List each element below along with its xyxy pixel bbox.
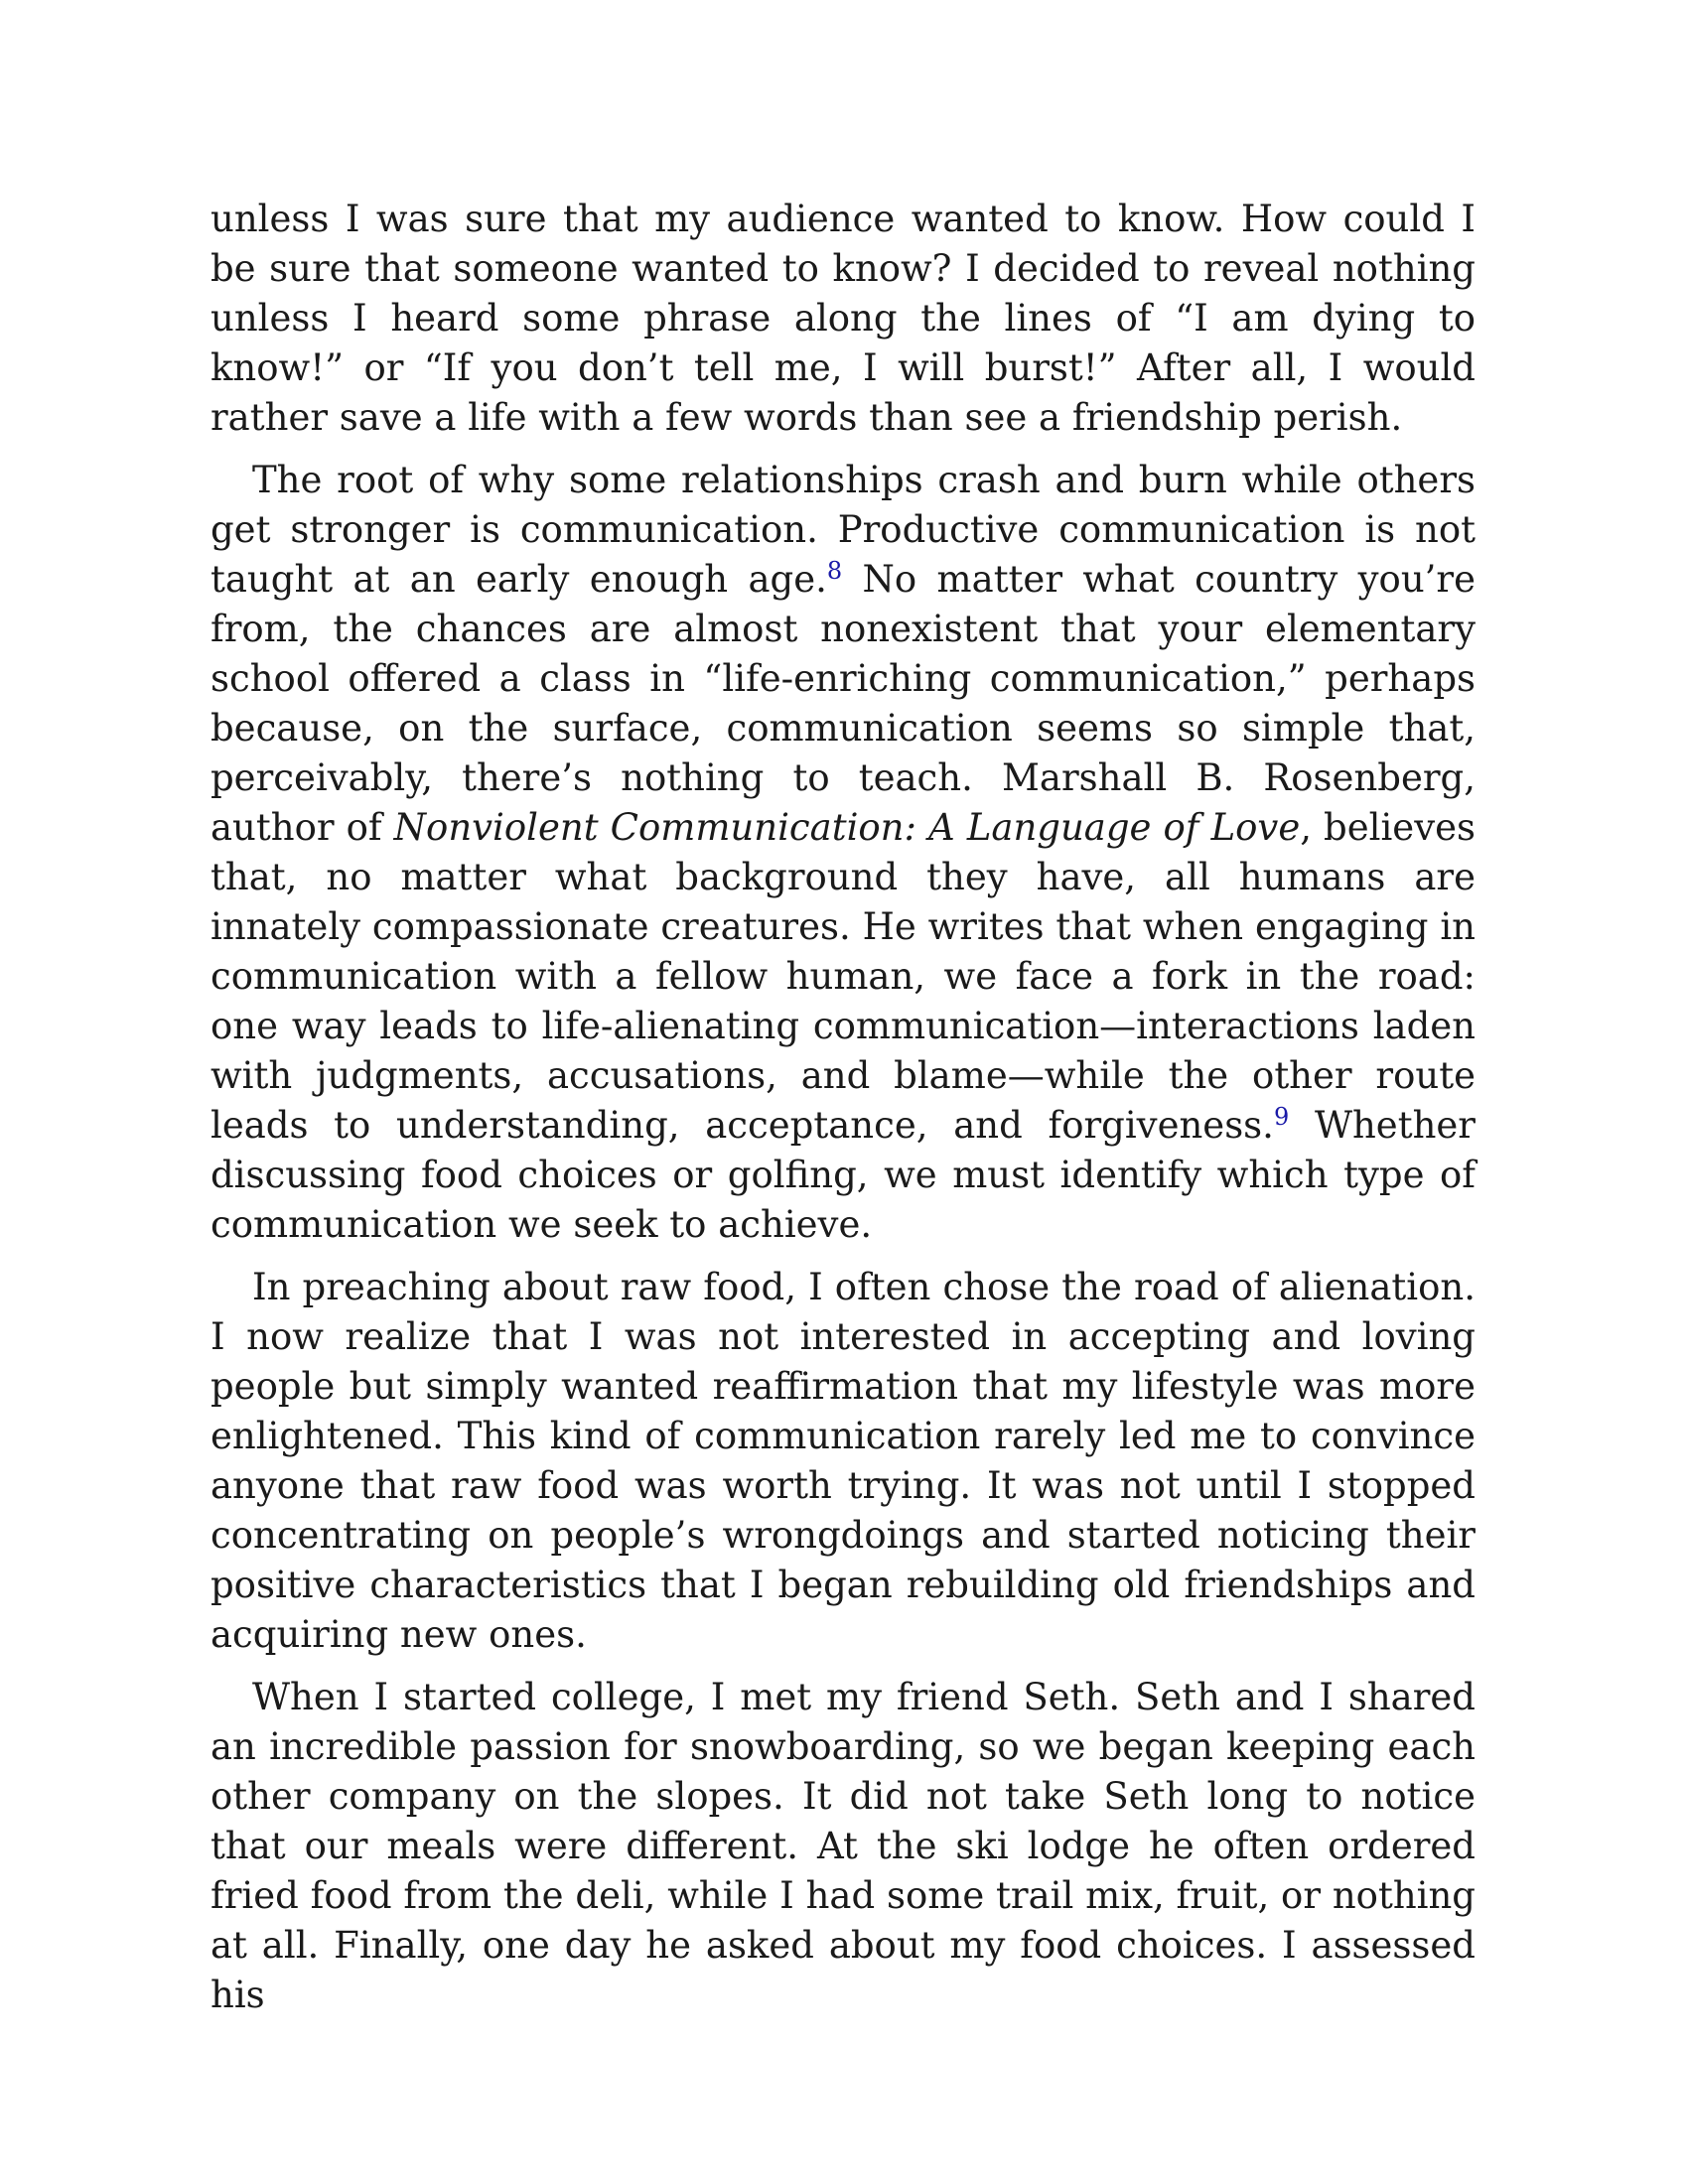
book-page <box>211 195 1476 2033</box>
book-title-italic: Nonviolent Communication: A Language of Love <box>393 806 1301 849</box>
footnote-ref-9[interactable]: 9 <box>1273 1103 1290 1131</box>
text-run: In preaching about raw food, I often chose the road of alienation. I now realize that I was not interested in accepting and loving people but simply wanted reaffirmation that my lifestyle was more enlightened. This kind of communication rarely led me to convince anyone that raw food was worth trying. It was not until I stopped concentrating on people’s wrongdoings and started noticing their positive characteristics that I began rebuilding old friendships and acquiring new ones. <box>211 1266 1476 1656</box>
paragraph-1 <box>211 195 1476 443</box>
text-run: unless I was sure that my audience wanted to know. How could I be sure that someone wanted to know? I decided to reveal nothing unless I heard some phrase along the lines of “I am dying to know!” or “If you don’t tell me, I will burst!” After all, I would rather save a life with a few words than see a friendship perish. <box>211 198 1476 439</box>
paragraph-3 <box>211 1263 1476 1660</box>
text-run: When I started college, I met my friend Seth. Seth and I shared an incredible passion for snowboarding, so we began keeping each other company on the slopes. It did not take Seth long to notice that our meals were different. At the ski lodge he often ordered fried food from the deli, while I had some trail mix, fruit, or nothing at all. Finally, one day he asked about my food choices. I assessed his <box>211 1676 1476 2016</box>
text-run: No matter what country you’re from, the chances are almost nonexistent that your elementary school offered a class in “life-enriching communication,” perhaps because, on the surface, communication seems so simple that, perceivably, there’s nothing to teach. Marshall B. Rosenberg, author of <box>211 558 1476 849</box>
text-run: Whether discussing food choices or golfing, we must identify which type of communication we seek to achieve. <box>211 1104 1476 1246</box>
paragraph-4 <box>211 1673 1476 2020</box>
footnote-ref-8[interactable]: 8 <box>826 557 843 585</box>
text-run: The root of why some relationships crash and burn while others get stronger is communication. Productive communication is not taught at an early enough age. <box>211 459 1476 601</box>
text-run: , believes that, no matter what background they have, all humans are innately compassionate creatures. He writes that when engaging in communication with a fellow human, we face a fork in the road: one way leads to life-alienating communication—interactions laden with judgments, accusations, and blame—while the other route leads to understanding, acceptance, and forgiveness. <box>211 806 1476 1147</box>
paragraph-2 <box>211 456 1476 1250</box>
